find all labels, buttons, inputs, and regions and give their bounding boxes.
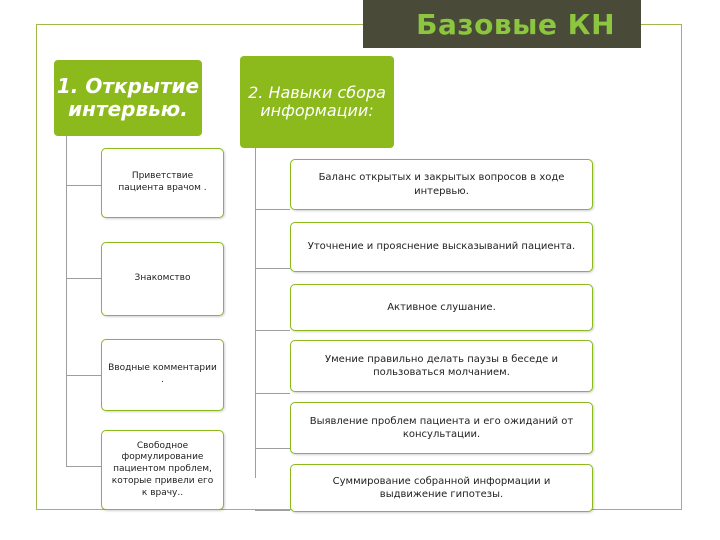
left-connector-4 (66, 466, 101, 467)
left-column-header: 1. Открытие интервью. (54, 60, 202, 136)
right-item-pauses-silence: Умение правильно делать паузы в беседе и пользоваться молчанием. (290, 340, 593, 392)
title-box (363, 0, 641, 48)
right-item-active-listening: Активное слушание. (290, 284, 593, 331)
left-item-introduction: Знакомство (101, 242, 224, 316)
right-item-question-balance: Баланс открытых и закрытых вопросов в ходе интервью. (290, 159, 593, 210)
left-item-problem-statement: Свободное формулирование пациентом проблем, которые привели его к врачу.. (101, 430, 224, 510)
left-item-opening-comments: Вводные комментарии . (101, 339, 224, 411)
left-item-greeting: Приветствие пациента врачом . (101, 148, 224, 218)
right-item-summary-hypothesis: Суммирование собранной информации и выдвижение гипотезы. (290, 464, 593, 512)
right-connector-4 (255, 393, 290, 394)
right-connector-3 (255, 330, 290, 331)
left-connector-2 (66, 278, 101, 279)
slide-title: Базовые КН (416, 7, 615, 41)
right-item-clarification: Уточнение и прояснение высказываний пациента. (290, 222, 593, 272)
right-connector-1 (255, 209, 290, 210)
right-connector-vertical (255, 148, 256, 478)
right-connector-2 (255, 268, 290, 269)
left-connector-1 (66, 185, 101, 186)
right-item-patient-problems: Выявление проблем пациента и его ожиданий от консультации. (290, 402, 593, 454)
left-connector-3 (66, 375, 101, 376)
right-column-header: 2. Навыки сбора информации: (240, 56, 394, 148)
right-connector-5 (255, 448, 290, 449)
right-connector-6 (255, 510, 290, 511)
